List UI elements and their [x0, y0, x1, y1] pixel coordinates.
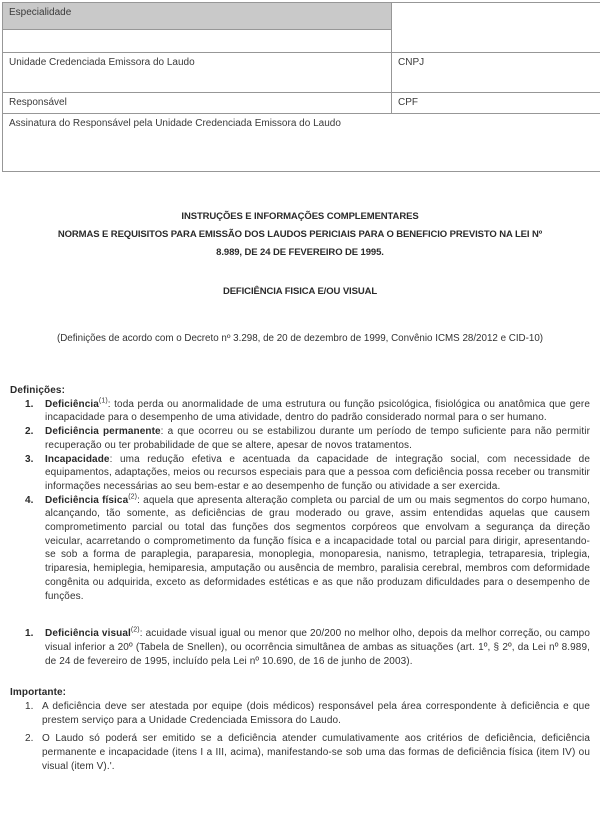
especialidade-header-cell: Especialidade [3, 3, 392, 30]
footnote-ref: (2) [128, 493, 138, 501]
item-term: Deficiência visual [45, 628, 131, 640]
section-title: DEFICIÊNCIA FISICA E/OU VISUAL [222, 286, 378, 297]
item-body [45, 627, 590, 668]
item-term: Deficiência [45, 398, 99, 410]
definition-item-3 [10, 453, 590, 494]
item-text: : acuidade visual igual ou menor que 20/200 no melhor olho, depois da melhor correção, ou campo visual inferior a 20º (Tabela de Snellen), ou ocorrência simultânea de ambas as situações (art. 1º, § 2º, da Lei nº 8.989, de 24 de fevereiro de 1995, incluído pela Lei nº 10.690, de 16 de junho de 2003). [45, 628, 591, 667]
item-text: : a que ocorreu ou se estabilizou durante um período de tempo suficiente para não permitir recuperação ou ter probabilidade de que se altere, apesar de novos tratamentos. [45, 426, 591, 451]
important-item-2 [10, 732, 590, 773]
item-text: : uma redução efetiva e acentuada da capacidade de integração social, com necessidade de equipamentos, adaptações, meios ou recursos especiais para que a pessoa com deficiência possa receber ou transmitir informações necessárias ao seu bem-estar e ao desempenho de função ou atividade a ser exercida. [45, 453, 590, 492]
item-number: 1. [25, 701, 34, 713]
instructions-subtitle-line1: NORMAS E REQUISITOS PARA EMISSÃO DOS LAUDOS PERICIAIS PARA O BENEFICIO PREVISTO NA LEI Nº [57, 229, 543, 240]
item-number: 2. [25, 733, 34, 745]
instructions-subtitle-line2: 8.989, DE 24 DE FEVEREIRO DE 1995. [216, 247, 384, 258]
especialidade-value-cell [3, 30, 392, 53]
item-number: 4. [25, 494, 34, 506]
item-number: 2. [25, 426, 34, 438]
instructions-title: INSTRUÇÕES E INFORMAÇÕES COMPLEMENTARES [181, 211, 419, 222]
item-number: 1. [25, 628, 34, 640]
definition-item-4 [10, 494, 590, 604]
item-body [45, 425, 590, 452]
item-text: O Laudo só poderá ser emitido se a deficiência atender cumulativamente aos critérios de deficiência, deficiência permanente e incapacidade (itens I a III, acima), manifestando-se sob uma das formas de deficiência física (item IV) ou visual (item V).'. [42, 733, 590, 772]
cnpj-label-cell: CNPJ [392, 53, 600, 93]
item-number: 3. [25, 453, 34, 465]
item-number: 1. [25, 398, 34, 410]
footnote-ref: (2) [130, 626, 140, 634]
form-table [2, 2, 600, 172]
definition-item-1 [10, 398, 590, 425]
definitions-title: Definições: [10, 385, 66, 396]
cpf-label-cell: CPF [392, 93, 600, 114]
instructions-heading-block [0, 208, 600, 262]
item-term: Deficiência física [45, 494, 129, 506]
item-term: Incapacidade [45, 453, 110, 465]
item-body [45, 494, 590, 604]
footnote-ref: (1) [98, 397, 108, 405]
definition-item-2 [10, 425, 590, 452]
unidade-label-cell: Unidade Credenciada Emissora do Laudo [3, 53, 392, 93]
important-item-1 [10, 700, 590, 727]
visual-definition-item [10, 627, 590, 668]
assinatura-cell: Assinatura do Responsável pela Unidade Credenciada Emissora do Laudo [3, 114, 600, 172]
item-text: A deficiência deve ser atestada por equipe (dois médicos) responsável pela área correspondente à deficiência e que prestem serviço para a Unidade Credenciada Emissora do Laudo. [42, 701, 590, 726]
especialidade-right-empty-cell [392, 3, 600, 53]
important-title: Importante: [10, 687, 67, 699]
definitions-note: (Definições de acordo com o Decreto nº 3.298, de 20 de dezembro de 1999, Convênio ICMS 28/2012 e CID-10) [56, 333, 544, 344]
item-term: Deficiência permanente [45, 426, 161, 438]
item-text: : aquela que apresenta alteração completa ou parcial de um ou mais segmentos do corpo humano, alcançando, tão somente, as deficiências de grau moderado ou grave, assim entendidas aquelas que causem comprometimento parcial ou total das funções dos segmentos corpóreos que envolvam a segurança da direção veicular, acarretando o comprometimento da função física e a incapacidade total ou parcial para dirigir, apresentando-se sob a forma de paraplegia, paraparesia, monoplegia, monoparesia, nanismo, tetraplegia, tetraparesia, triplegia, triparesia, hemiplegia, hemiparesia, amputação ou ausência de membro, paralisia cerebral, membros com deformidade congênita ou adquirida, exceto as deformidades estéticas e as que não produzam dificuldades para o desempenho de funções. [45, 494, 590, 602]
important-block [10, 686, 590, 773]
item-text: : toda perda ou anormalidade de uma estrutura ou função psicológica, fisiológica ou anatômica que gere incapacidade para o desempenho de uma atividade, dentro do padrão considerado normal para o ser humano. [45, 398, 590, 424]
item-body [45, 398, 590, 425]
item-body [45, 453, 590, 494]
definitions-block [10, 384, 590, 668]
responsavel-label-cell: Responsável [3, 93, 392, 114]
